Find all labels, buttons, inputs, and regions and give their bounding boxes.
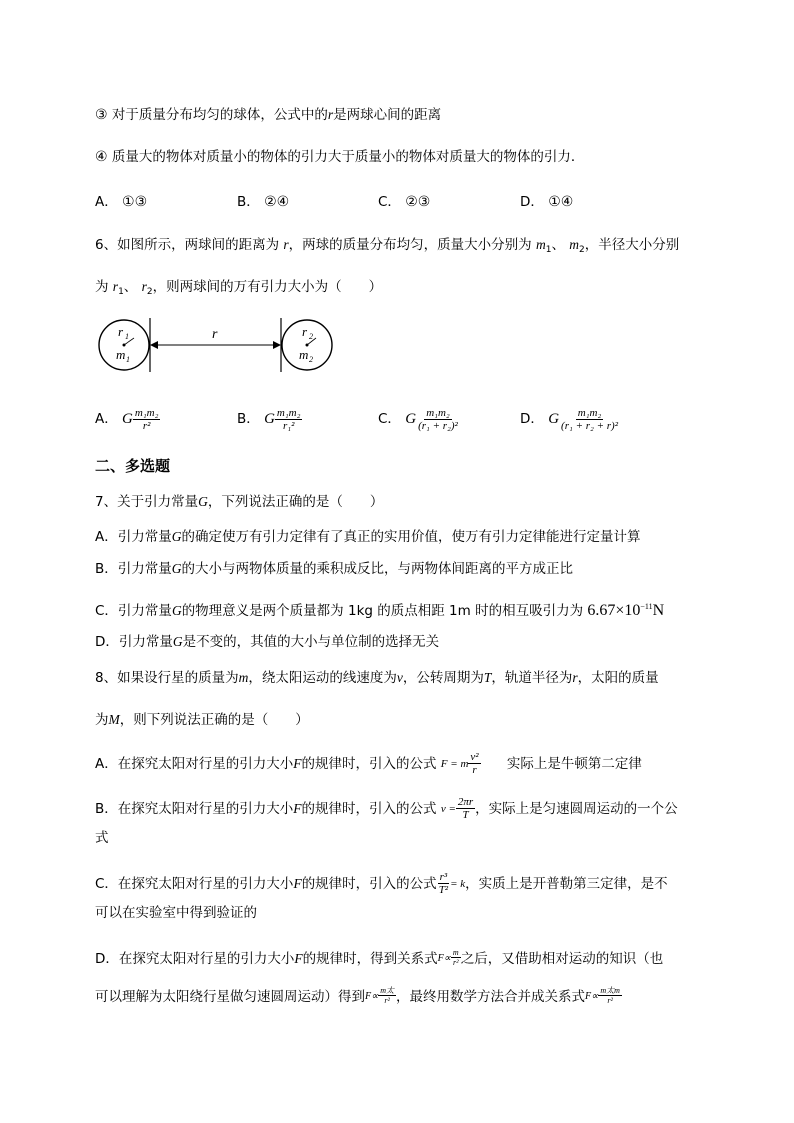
q8-option-d[interactable]: D．在探究太阳对行星的引力大小F的规律时，得到关系式F∝ $\frac{m}{\text{r²}}$ 之后，又借助相对运动的知识（也 <box>95 947 664 967</box>
q5-option-c[interactable]: C． ②③ <box>378 194 431 210</box>
q8-option-d-cont: 可以理解为太阳绕行星做匀速圆周运动）得到F∝ $\frac{\text{m太}}{\text{r²}}$ ，最终用数学方法合并成关系式F∝ $\frac{\text{m太m}}{\text{r²}}$ <box>95 985 620 1005</box>
svg-text:1: 1 <box>126 355 130 364</box>
svg-text:1: 1 <box>125 332 129 341</box>
label-r1: r <box>118 324 124 339</box>
label-m1: m <box>116 347 126 362</box>
q8-option-b-cont: 式 <box>95 830 109 846</box>
q7-stem: 7、关于引力常量G，下列说法正确的是（ ） <box>95 494 384 510</box>
q8-stem-line1: 8、如果设行星的质量为m，绕太阳运动的线速度为v，公转周期为T，轨道半径为r，太阳的质量 <box>95 670 659 686</box>
svg-text:2: 2 <box>309 332 313 341</box>
circled-number: ③ <box>95 107 108 123</box>
label-r2: r <box>302 324 308 339</box>
q6-option-d[interactable]: D． G $\frac{\text{m₁m₂}}{\text{(r₁ + r₂ + r)²}}$ <box>520 406 619 432</box>
svg-text:2: 2 <box>309 355 313 364</box>
q7-option-c[interactable]: C．引力常量G的物理意义是两个质量都为 1kg 的质点相距 1m 时的相互吸引力为 $6.67\times 10^{-11}N$ <box>95 602 665 619</box>
q8-option-a[interactable]: A．在探究太阳对行星的引力大小F的规律时，引入的公式 F = m $\frac{\text{v²}}{r}$ 实际上是牛顿第二定律 <box>95 750 642 776</box>
q6-option-a[interactable]: A． G $\frac{\text{m₁m₂}}{\text{r²}}$ <box>95 406 159 432</box>
q6-option-b[interactable]: B． G $\frac{\text{m₁m₂}}{\text{r₁²}}$ <box>237 406 301 432</box>
q6-stem-line2: 为 $r_1$、 $r_2$，则两球间的万有引力大小为（ ） <box>95 279 383 297</box>
two-spheres-figure <box>98 316 334 374</box>
q6-option-c[interactable]: C． G $\frac{\text{m₁m₂}}{\text{(r₁ + r₂)²}}$ <box>378 406 458 432</box>
q5-option-a[interactable]: A． ①③ <box>95 194 148 210</box>
section-heading: 二、多选题 <box>95 457 171 475</box>
label-r: r <box>212 327 218 342</box>
circled-number: ④ <box>95 149 108 165</box>
q8-option-c-cont: 可以在实验室中得到验证的 <box>95 905 257 921</box>
statement-3: ③ 对于质量分布均匀的球体，公式中的r是两球心间的距离 <box>95 107 442 123</box>
q7-option-b[interactable]: B．引力常量G的大小与两物体质量的乘积成反比，与两物体间距离的平方成正比 <box>95 561 574 577</box>
q8-stem-line2: 为M，则下列说法正确的是（ ） <box>95 712 309 728</box>
q7-option-d[interactable]: D．引力常量G是不变的，其值的大小与单位制的选择无关 <box>95 634 440 650</box>
q8-option-c[interactable]: C．在探究太阳对行星的引力大小F的规律时，引入的公式 $\frac{\text{r³}}{\text{T²}}$ = k，实质上是开普勒第三定律，是不 <box>95 870 668 896</box>
q7-option-a[interactable]: A．引力常量G的确定使万有引力定律有了真正的实用价值，使万有引力定律能进行定量计算 <box>95 529 641 545</box>
label-m2: m <box>299 347 309 362</box>
statement-4: ④ 质量大的物体对质量小的物体的引力大于质量小的物体对质量大的物体的引力． <box>95 149 585 165</box>
q8-option-b[interactable]: B．在探究太阳对行星的引力大小F的规律时，引入的公式 v = $\frac{2\pi r}{T}$ ，实际上是匀速圆周运动的一个公 <box>95 795 678 821</box>
q5-option-b[interactable]: B． ②④ <box>237 194 290 210</box>
q6-stem-line1: 6、如图所示，两球间的距离为 r，两球的质量分布均匀，质量大小分别为 $m_1$、 $m_2$，半径大小分别 <box>95 237 680 255</box>
q5-option-d[interactable]: D． ①④ <box>520 194 574 210</box>
